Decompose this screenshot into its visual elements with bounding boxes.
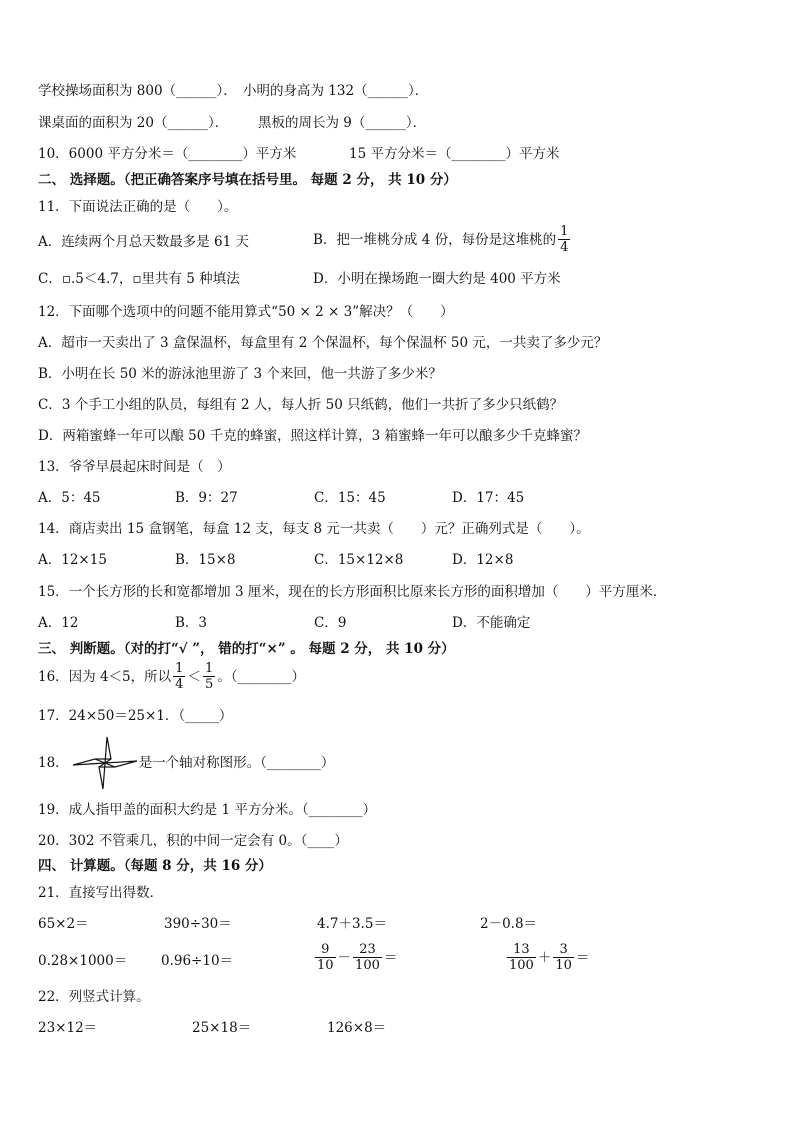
question-14-option-c: C．15×12×8 (314, 552, 404, 568)
section-2-title: 二、 选择题。（把正确答案序号填在括号里。 每题 2 分， 共 10 分） (38, 172, 457, 188)
fraction-1-4: $\frac{1}{4}$ (175, 661, 184, 692)
calc-fraction-subtraction: $\frac{9}{10}$ － $\frac{23}{100}$ ＝ (317, 942, 398, 973)
fill-line-2b: 黑板的周长为 9（______）． (258, 115, 427, 131)
calc-390div30: 390÷30＝ (164, 916, 232, 932)
question-15-option-a: A．12 (38, 615, 79, 631)
question-11-option-b (313, 224, 572, 255)
question-15-stem: 15．一个长方形的长和宽都增加 3 厘米，现在的长方形面积比原来长方形的面积增加（ ）平方厘米． (38, 584, 667, 600)
question-11-option-a: A．连续两个月总天数最多是 61 天 (38, 234, 250, 250)
question-12-option-b: B．小明在长 50 米的游泳池里游了 3 个来回，他一共游了多少米？ (38, 366, 442, 382)
question-13-option-b: B．9：27 (175, 490, 238, 506)
question-20: 20．302 不管乘几，积的中间一定会有 0。（____） (38, 833, 348, 849)
fill-line-1b: 小明的身高为 132（______）． (243, 83, 429, 99)
calc-65x2: 65×2＝ (38, 916, 89, 932)
question-16: 16．因为 4＜5，所以 $\frac{1}{4}$ ＜ $\frac{1}{5}$ 。（________） (38, 661, 305, 692)
option-b-text: B．把一堆桃分成 4 份，每份是这堆桃的 (313, 231, 557, 248)
question-11-option-d: D．小明在操场跑一圈大约是 400 平方米 (313, 271, 561, 287)
question-12-option-d: D．两箱蜜蜂一年可以酿 50 千克的蜂蜜，照这样计算，3 箱蜜蜂一年可以酿多少千克蜂蜜？ (38, 428, 587, 444)
question-10a: 10．6000 平方分米＝（________）平方米 (38, 146, 297, 162)
calc-4.7plus3.5: 4.7＋3.5＝ (317, 916, 387, 932)
question-18: 18． 是一个轴对称图形。（________） (38, 735, 334, 791)
question-14-option-b: B．15×8 (175, 552, 236, 568)
question-10b: 15 平方分米＝（________）平方米 (349, 146, 560, 162)
question-13-option-a: A．5：45 (38, 490, 101, 506)
question-15-option-d: D．不能确定 (452, 615, 531, 631)
question-15-option-b: B．3 (175, 615, 208, 631)
question-14-option-d: D．12×8 (452, 552, 514, 568)
fill-line-1a: 学校操场面积为 800（______）． (38, 83, 237, 99)
question-15-option-c: C．9 (314, 615, 347, 631)
question-13-option-d: D．17：45 (452, 490, 525, 506)
question-12-stem: 12．下面哪个选项中的问题不能用算式“50 × 2 × 3”解决？（ ） (38, 304, 454, 320)
question-14-option-a: A．12×15 (38, 552, 107, 568)
question-21-stem: 21．直接写出得数． (38, 885, 164, 901)
question-13-option-c: C．15：45 (314, 490, 386, 506)
question-12-option-a: A．超市一天卖出了 3 盒保温杯，每盒里有 2 个保温杯，每个保温杯 50 元，一共卖了多少元？ (38, 335, 608, 351)
question-22-stem: 22．列竖式计算。 (38, 989, 150, 1005)
calc-fraction-addition: $\frac{13}{100}$ ＋ $\frac{3}{10}$ ＝ (509, 942, 590, 973)
calc-126x8: 126×8＝ (327, 1020, 387, 1036)
question-14-stem: 14．商店卖出 15 盒钢笔，每盒 12 支，每支 8 元一共卖（ ）元？正确列式是（ ）。 (38, 521, 590, 537)
fraction-1-5: $\frac{1}{5}$ (204, 661, 214, 692)
calc-2minus0.8: 2－0.8＝ (480, 916, 538, 932)
question-11-option-c: C．▫.5＜4.7，▫里共有 5 种填法 (38, 271, 240, 287)
fraction-1-4: $\frac{1}{4}$ (560, 224, 569, 255)
question-19: 19．成人指甲盖的面积大约是 1 平方分米。（________） (38, 802, 377, 818)
pinwheel-figure-icon (71, 735, 139, 791)
question-13-stem: 13．爷爷早晨起床时间是（ ） (38, 459, 231, 475)
calc-0.28x1000: 0.28×1000＝ (38, 953, 128, 969)
section-4-title: 四、 计算题。（每题 8 分，共 16 分） (38, 858, 272, 874)
calc-25x18: 25×18＝ (192, 1020, 252, 1036)
question-17: 17．24×50＝25×1．（_____） (38, 708, 233, 724)
fill-line-2a: 课桌面的面积为 20（______）． (38, 115, 229, 131)
calc-0.96div10: 0.96÷10＝ (161, 953, 234, 969)
section-3-title: 三、 判断题。（对的打“√ ”， 错的打“×” 。 每题 2 分， 共 10 分） (38, 641, 455, 657)
question-12-option-c: C．3 个手工小组的队员，每组有 2 人，每人折 50 只纸鹤，他们一共折了多少只纸鹤？ (38, 397, 564, 413)
calc-23x12: 23×12＝ (38, 1020, 98, 1036)
question-11-stem: 11．下面说法正确的是（ ）。 (38, 199, 238, 215)
